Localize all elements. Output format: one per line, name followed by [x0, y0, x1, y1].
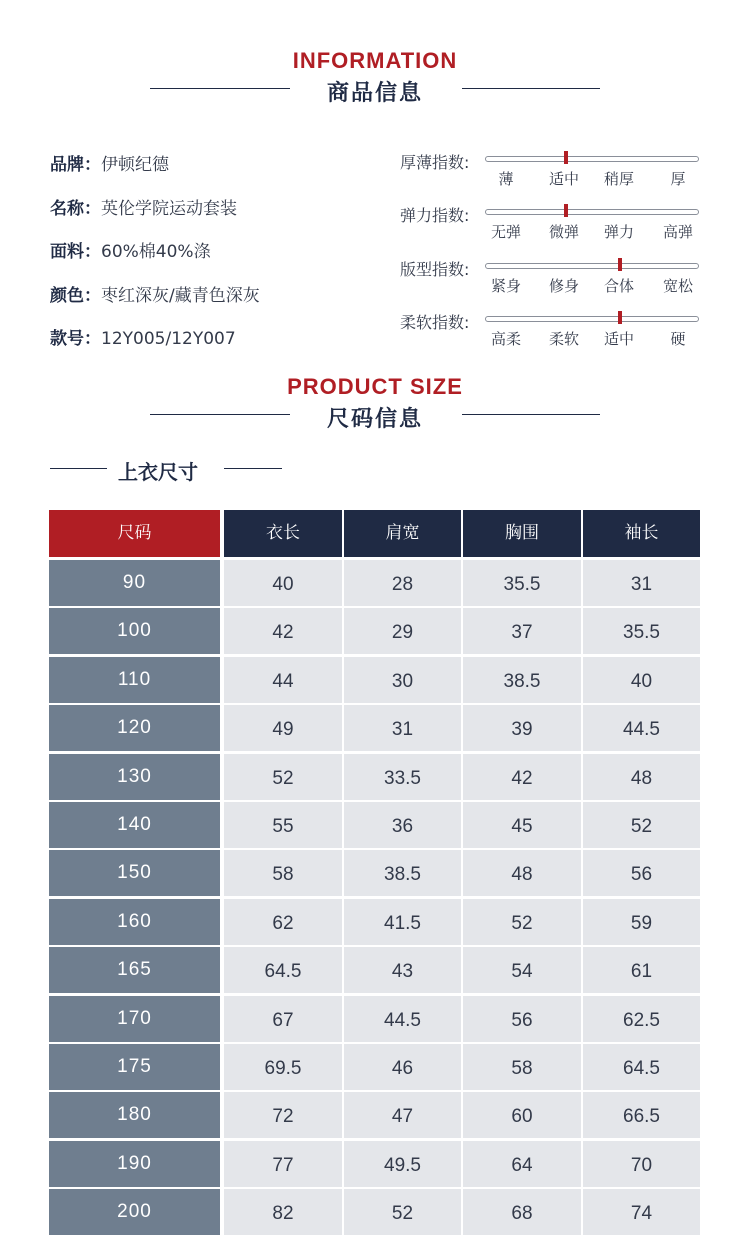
index-label: 弹力指数:: [400, 206, 470, 225]
index-option: 高柔: [490, 330, 521, 348]
table-size-cell: 180: [49, 1092, 220, 1138]
index-option: 适中: [548, 170, 579, 188]
attribute-value: 60%棉40%涤: [101, 242, 211, 262]
index-option: 宽松: [662, 277, 693, 295]
table-cell: 69.5: [224, 1044, 342, 1090]
table-cell: 40: [224, 560, 342, 606]
table-cell: 33.5: [344, 754, 461, 800]
index-option: 紧身: [490, 277, 521, 295]
table-cell: 29: [344, 608, 461, 654]
table-cell: 48: [583, 754, 700, 800]
table-cell: 70: [583, 1141, 700, 1187]
table-cell: 62.5: [583, 996, 700, 1042]
table-cell: 61: [583, 947, 700, 993]
index-option: 稍厚: [603, 170, 634, 188]
table-size-cell: 150: [49, 850, 220, 896]
index-label: 柔软指数:: [400, 313, 470, 332]
index-option: 高弹: [662, 223, 693, 241]
size-title-cn: 尺码信息: [326, 407, 423, 432]
table-cell: 52: [344, 1189, 461, 1235]
info-title-cn: 商品信息: [326, 81, 423, 106]
table-cell: 72: [224, 1092, 342, 1138]
attribute-brand: [50, 150, 169, 175]
index-option: 柔软: [548, 330, 579, 348]
table-size-cell: 130: [49, 754, 220, 800]
index-scale-bar: [485, 316, 699, 322]
index-option: 厚: [670, 170, 686, 188]
table-header-cell: 袖长: [583, 510, 700, 557]
table-size-cell: 160: [49, 899, 220, 945]
attribute-value: 12Y005/12Y007: [101, 329, 236, 349]
index-marker: [564, 151, 568, 164]
table-cell: 52: [583, 802, 700, 848]
index-label: 厚薄指数:: [400, 153, 470, 172]
index-scale-bar: [485, 263, 699, 269]
table-cell: 67: [224, 996, 342, 1042]
table-size-cell: 170: [49, 996, 220, 1042]
table-cell: 30: [344, 657, 461, 703]
table-cell: 44.5: [344, 996, 461, 1042]
table-header-cell: 尺码: [49, 510, 220, 557]
index-marker: [564, 204, 568, 217]
table-header-cell: 胸围: [463, 510, 581, 557]
table-cell: 39: [463, 705, 581, 751]
table-size-cell: 120: [49, 705, 220, 751]
table-cell: 77: [224, 1141, 342, 1187]
index-option: 合体: [603, 277, 634, 295]
index-scale-bar: [485, 209, 699, 215]
attribute-name: [50, 194, 237, 219]
table-cell: 31: [583, 560, 700, 606]
attribute-color: [50, 281, 260, 306]
table-cell: 42: [224, 608, 342, 654]
attribute-value: 英伦学院运动套装: [101, 199, 237, 219]
table-cell: 59: [583, 899, 700, 945]
index-option: 适中: [603, 330, 634, 348]
attribute-label: 品牌：: [50, 155, 101, 175]
table-cell: 47: [344, 1092, 461, 1138]
index-option: 微弹: [548, 223, 579, 241]
table-cell: 58: [224, 850, 342, 896]
table-cell: 52: [224, 754, 342, 800]
table-size-cell: 100: [49, 608, 220, 654]
top-size-title: 上衣尺寸: [118, 460, 198, 484]
table-cell: 62: [224, 899, 342, 945]
index-option: 修身: [548, 277, 579, 295]
table-cell: 56: [583, 850, 700, 896]
table-cell: 60: [463, 1092, 581, 1138]
attribute-label: 款号：: [50, 329, 101, 349]
table-size-cell: 190: [49, 1141, 220, 1187]
attribute-label: 颜色：: [50, 286, 101, 306]
table-cell: 68: [463, 1189, 581, 1235]
table-cell: 48: [463, 850, 581, 896]
subtitle-line: [50, 468, 107, 469]
table-cell: 41.5: [344, 899, 461, 945]
attribute-style-no: [50, 324, 236, 349]
subtitle-line: [224, 468, 282, 469]
size-title-en: PRODUCT SIZE: [287, 374, 463, 399]
table-size-cell: 175: [49, 1044, 220, 1090]
table-cell: 35.5: [583, 608, 700, 654]
table-cell: 58: [463, 1044, 581, 1090]
attribute-label: 面料：: [50, 242, 101, 262]
table-header-cell: 衣长: [224, 510, 342, 557]
table-cell: 56: [463, 996, 581, 1042]
table-cell: 54: [463, 947, 581, 993]
attribute-value: 枣红深灰/藏青色深灰: [101, 286, 260, 306]
divider-line: [462, 414, 600, 415]
info-title-en: INFORMATION: [292, 48, 458, 73]
table-cell: 40: [583, 657, 700, 703]
attribute-value: 伊顿纪德: [101, 155, 169, 175]
table-cell: 31: [344, 705, 461, 751]
attribute-label: 名称：: [50, 199, 101, 219]
table-cell: 55: [224, 802, 342, 848]
table-cell: 64: [463, 1141, 581, 1187]
index-marker: [618, 258, 622, 271]
attribute-fabric: [50, 237, 211, 262]
table-cell: 43: [344, 947, 461, 993]
table-size-cell: 140: [49, 802, 220, 848]
table-cell: 46: [344, 1044, 461, 1090]
table-cell: 64.5: [583, 1044, 700, 1090]
table-cell: 49: [224, 705, 342, 751]
index-marker: [618, 311, 622, 324]
table-cell: 52: [463, 899, 581, 945]
table-cell: 38.5: [463, 657, 581, 703]
table-cell: 82: [224, 1189, 342, 1235]
table-size-cell: 110: [49, 657, 220, 703]
table-cell: 44.5: [583, 705, 700, 751]
table-size-cell: 165: [49, 947, 220, 993]
index-option: 无弹: [490, 223, 521, 241]
table-cell: 49.5: [344, 1141, 461, 1187]
table-cell: 28: [344, 560, 461, 606]
index-scale-bar: [485, 156, 699, 162]
divider-line: [462, 88, 600, 89]
index-option: 硬: [670, 330, 686, 348]
table-cell: 35.5: [463, 560, 581, 606]
table-cell: 74: [583, 1189, 700, 1235]
table-cell: 42: [463, 754, 581, 800]
table-size-cell: 200: [49, 1189, 220, 1235]
table-header-cell: 肩宽: [344, 510, 461, 557]
table-size-cell: 90: [49, 560, 220, 606]
table-cell: 37: [463, 608, 581, 654]
index-option: 弹力: [603, 223, 634, 241]
table-cell: 44: [224, 657, 342, 703]
table-cell: 64.5: [224, 947, 342, 993]
index-label: 版型指数:: [400, 260, 470, 279]
table-cell: 38.5: [344, 850, 461, 896]
table-cell: 36: [344, 802, 461, 848]
table-cell: 45: [463, 802, 581, 848]
table-cell: 66.5: [583, 1092, 700, 1138]
index-option: 薄: [498, 170, 514, 188]
